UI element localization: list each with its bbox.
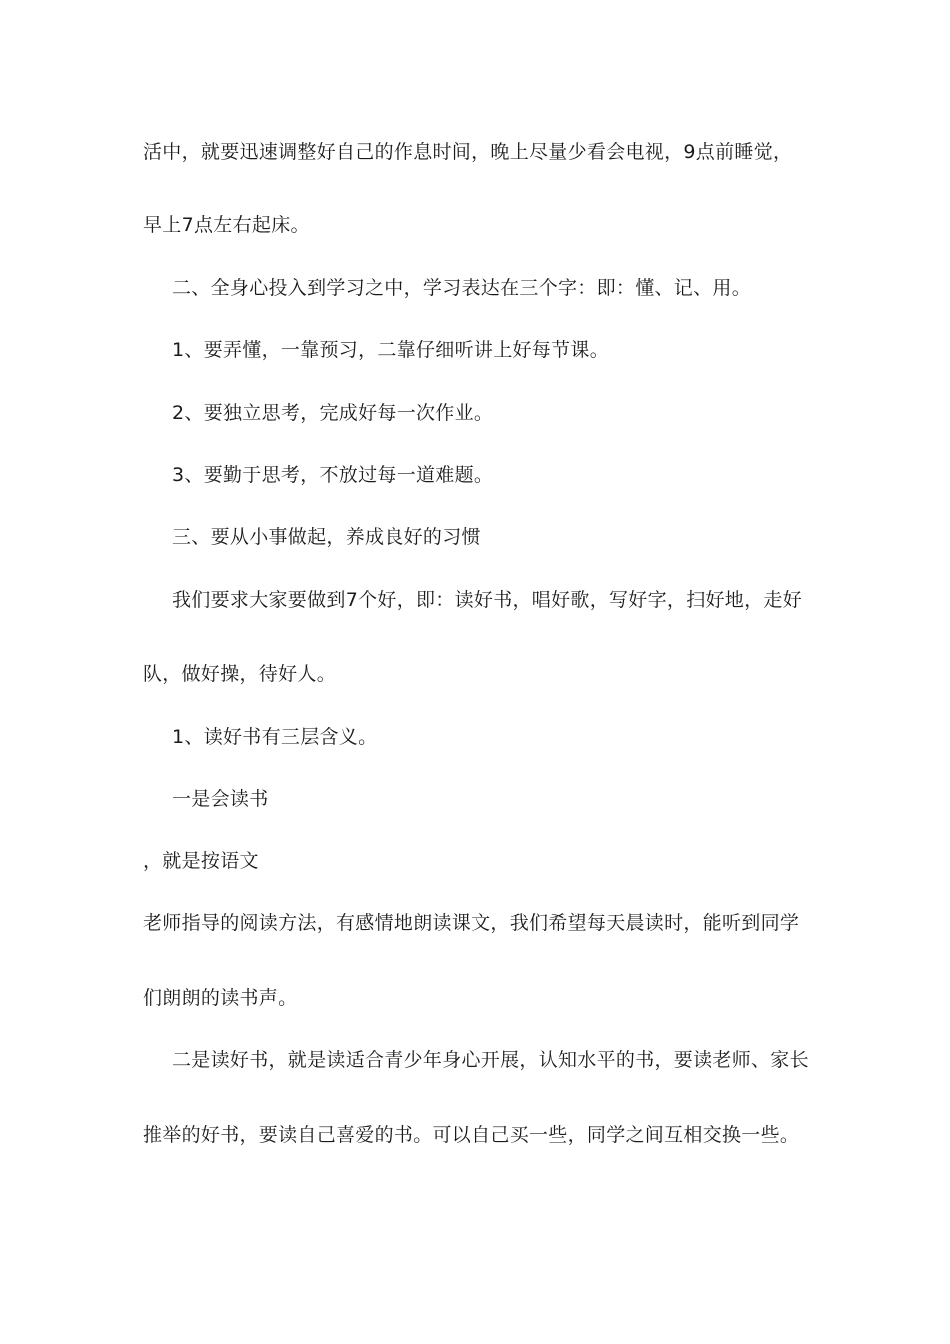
list-item: 1、要弄懂，一靠预习，二靠仔细听讲上好每节课。 xyxy=(172,339,609,361)
paragraph-line: 老师指导的阅读方法，有感情地朗读课文，我们希望每天晨读时，能听到同学 xyxy=(143,912,800,934)
paragraph-line: 一是会读书 xyxy=(172,788,269,810)
paragraph-line: 我们要求大家要做到7个好，即：读好书，唱好歌，写好字，扫好地，走好 xyxy=(172,589,802,611)
paragraph-line: 二是读好书，就是读适合青少年身心开展，认知水平的书，要读老师、家长 xyxy=(172,1049,809,1071)
list-item: 2、要独立思考，完成好每一次作业。 xyxy=(172,402,494,424)
list-item: 3、要勤于思考，不放过每一道难题。 xyxy=(172,464,494,486)
list-item: 1、读好书有三层含义。 xyxy=(172,726,378,748)
section-heading: 二、全身心投入到学习之中，学习表达在三个字：即：懂、记、用。 xyxy=(172,277,752,299)
paragraph-line: ，就是按语文 xyxy=(143,850,259,872)
paragraph-line: 们朗朗的读书声。 xyxy=(143,987,298,1009)
section-heading: 三、要从小事做起，养成良好的习惯 xyxy=(172,526,481,548)
paragraph-line: 早上7点左右起床。 xyxy=(143,214,310,236)
paragraph-line: 活中，就要迅速调整好自己的作息时间，晚上尽量少看会电视，9点前睡觉， xyxy=(143,141,793,163)
paragraph-line: 队，做好操，待好人。 xyxy=(143,663,337,685)
paragraph-line: 推举的好书，要读自己喜爱的书。可以自己买一些，同学之间互相交换一些。 xyxy=(143,1124,800,1146)
